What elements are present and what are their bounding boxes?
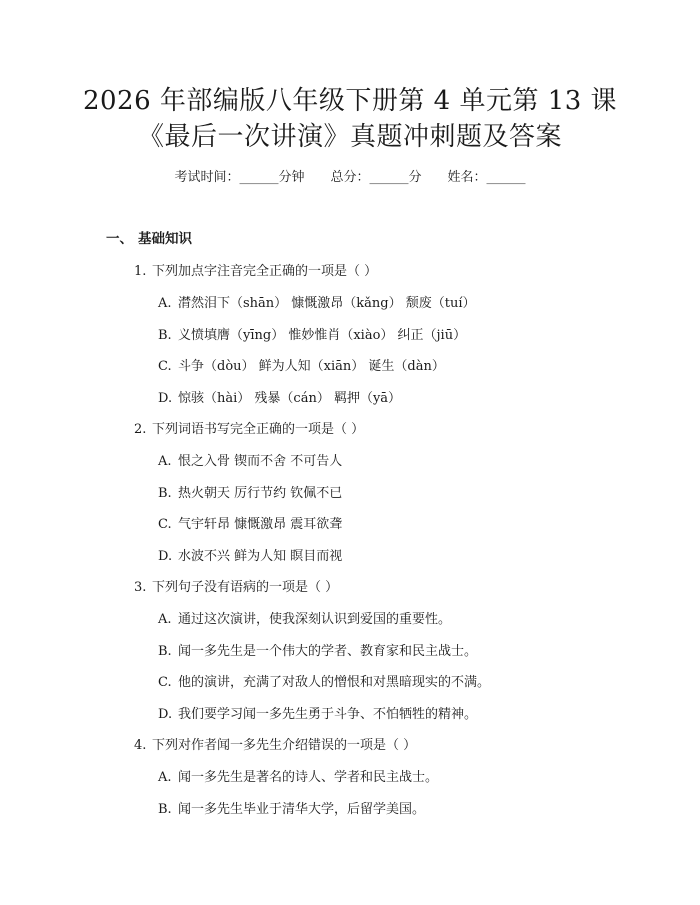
question-1 — [134, 262, 377, 282]
option-text: 通过这次演讲，使我深刻认识到爱国的重要性。 — [178, 612, 452, 627]
question-2-option-d — [158, 547, 342, 567]
exam-meta — [0, 168, 700, 188]
question-1-option-d — [158, 389, 401, 409]
section-heading — [106, 229, 192, 249]
section-title: 基础知识 — [138, 231, 192, 247]
question-2-option-a — [158, 452, 342, 472]
exam-name-field: 姓名：______ — [447, 170, 526, 185]
question-number: 3. — [134, 580, 147, 595]
question-1-option-b — [158, 326, 466, 346]
question-text: 下列加点字注音完全正确的一项是（ ） — [152, 264, 378, 279]
question-2-option-c — [158, 515, 342, 535]
option-letter: C. — [158, 359, 172, 374]
question-4 — [134, 736, 416, 756]
option-letter: B. — [158, 644, 172, 659]
option-text: 惊骇（hài） 残暴（cán） 羁押（yā） — [178, 391, 402, 406]
option-text: 潸然泪下（shān） 慷慨激昂（kǎng） 颓废（tuí） — [178, 296, 476, 311]
option-text: 闻一多先生是一个伟大的学者、教育家和民主战士。 — [178, 644, 478, 659]
option-text: 我们要学习闻一多先生勇于斗争、不怕牺牲的精神。 — [178, 707, 478, 722]
option-letter: C. — [158, 675, 172, 690]
question-3 — [134, 578, 338, 598]
option-text: 斗争（dòu） 鲜为人知（xiān） 诞生（dàn） — [178, 359, 445, 374]
question-4-option-b — [158, 800, 425, 820]
question-3-option-c — [158, 673, 490, 693]
option-text: 恨之入骨 锲而不舍 不可告人 — [178, 454, 343, 469]
question-text: 下列对作者闻一多先生介绍错误的一项是（ ） — [152, 738, 417, 753]
section-number: 一、 — [106, 231, 133, 247]
question-2 — [134, 420, 364, 440]
option-letter: C. — [158, 517, 172, 532]
option-text: 他的演讲，充满了对敌人的憎恨和对黑暗现实的不满。 — [178, 675, 491, 690]
question-number: 2. — [134, 422, 147, 437]
question-1-option-c — [158, 357, 445, 377]
document-title-line2: 《最后一次讲演》真题冲刺题及答案 — [137, 122, 562, 152]
option-letter: D. — [158, 391, 173, 406]
option-letter: A. — [158, 454, 172, 469]
option-letter: B. — [158, 486, 172, 501]
option-letter: A. — [158, 612, 172, 627]
option-letter: A. — [158, 296, 172, 311]
option-letter: B. — [158, 802, 172, 817]
option-letter: A. — [158, 770, 172, 785]
question-3-option-b — [158, 642, 477, 662]
question-text: 下列句子没有语病的一项是（ ） — [152, 580, 339, 595]
question-4-option-a — [158, 768, 438, 788]
option-letter: B. — [158, 328, 172, 343]
question-3-option-d — [158, 705, 477, 725]
document-title-line1: 2026 年部编版八年级下册第 4 单元第 13 课 — [82, 86, 618, 116]
option-letter: D. — [158, 549, 173, 564]
option-letter: D. — [158, 707, 173, 722]
option-text: 气宇轩昂 慷慨激昂 震耳欲聋 — [178, 517, 343, 532]
question-3-option-a — [158, 610, 451, 630]
question-2-option-b — [158, 484, 342, 504]
question-text: 下列词语书写完全正确的一项是（ ） — [152, 422, 365, 437]
question-1-option-a — [158, 294, 476, 314]
exam-score-field: 总分：______分 — [330, 170, 422, 185]
option-text: 闻一多先生毕业于清华大学，后留学美国。 — [178, 802, 426, 817]
option-text: 水波不兴 鲜为人知 瞑目而视 — [178, 549, 343, 564]
question-number: 4. — [134, 738, 147, 753]
option-text: 闻一多先生是著名的诗人、学者和民主战士。 — [178, 770, 439, 785]
option-text: 义愤填膺（yīng） 惟妙惟肖（xiào） 纠正（jiū） — [178, 328, 467, 343]
question-number: 1. — [134, 264, 147, 279]
exam-time-field: 考试时间：______分钟 — [174, 170, 305, 185]
option-text: 热火朝天 厉行节约 钦佩不已 — [178, 486, 343, 501]
